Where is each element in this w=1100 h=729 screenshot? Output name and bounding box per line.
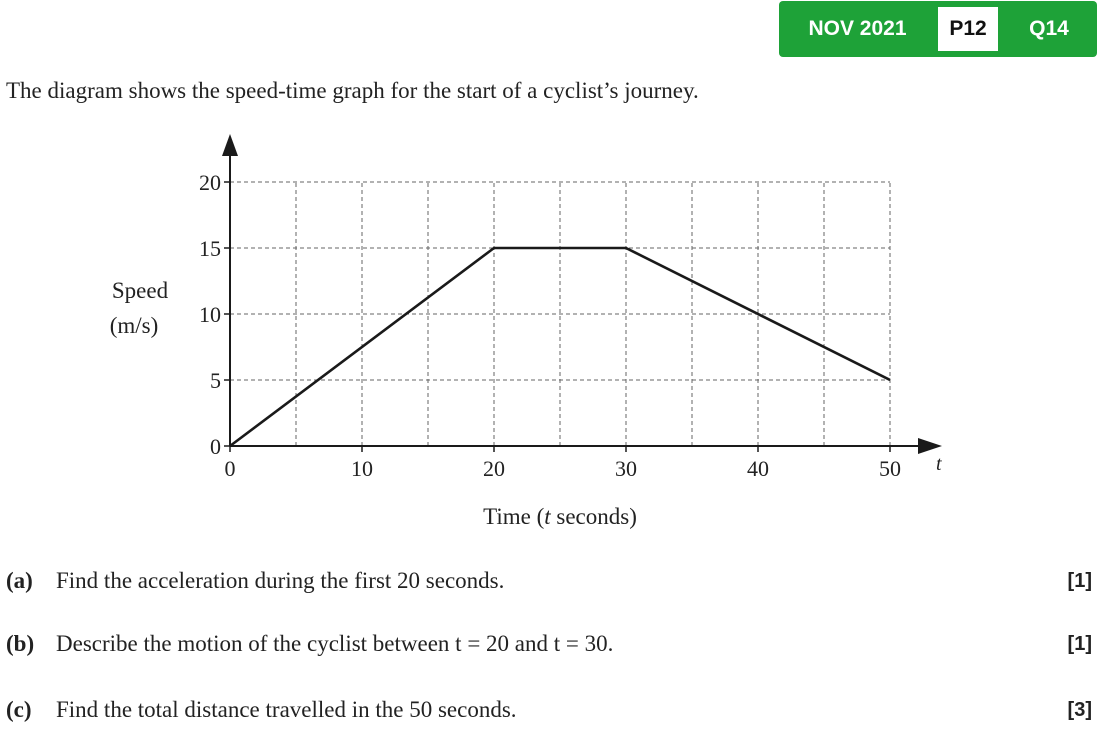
x-axis-symbol: t (936, 453, 942, 475)
question-number-label: Q14 (1029, 17, 1069, 40)
x-axis-label-variable: t (544, 504, 551, 529)
y-axis-label-line1: Speed (111, 278, 169, 303)
question-marks: [1] (1067, 570, 1092, 592)
ticks (199, 170, 901, 481)
y-tick-label: 0 (210, 434, 221, 459)
x-tick-label: 30 (615, 456, 637, 481)
session-label: NOV 2021 (808, 17, 907, 40)
intro-text: The diagram shows the speed-time graph for the start of a cyclist’s journey. (6, 78, 699, 103)
question-marks: [3] (1067, 699, 1092, 721)
y-axis-arrow (222, 134, 238, 156)
x-tick-label: 10 (351, 456, 373, 481)
x-tick-label: 40 (747, 456, 769, 481)
question-text: Describe the motion of the cyclist between t = 20 and t = 30. (56, 631, 614, 656)
question-text: Find the acceleration during the first 20 seconds. (56, 568, 505, 593)
x-axis-label (483, 504, 637, 529)
x-tick-label: 0 (224, 456, 236, 481)
x-tick-label: 50 (879, 456, 901, 481)
x-axis-label-suffix: seconds) (550, 504, 637, 529)
question-letter: (a) (6, 568, 33, 593)
question-letter: (c) (6, 697, 32, 722)
y-tick-label: 15 (199, 236, 221, 261)
y-axis-label-line2: (m/s) (109, 313, 159, 338)
question-letter: (b) (6, 631, 35, 656)
x-tick-label: 20 (483, 456, 505, 481)
grid (230, 182, 890, 446)
question-c (0, 697, 1100, 729)
paper-label: P12 (938, 7, 998, 51)
question-text: Find the total distance travelled in the 50 seconds. (56, 697, 517, 722)
question-marks: [1] (1067, 633, 1092, 655)
y-tick-label: 5 (210, 368, 221, 393)
x-axis-arrow (918, 438, 942, 454)
question-a (0, 568, 1100, 600)
y-tick-label: 10 (199, 302, 221, 327)
x-axis-label-prefix: Time ( (483, 504, 545, 529)
y-tick-label: 20 (199, 170, 221, 195)
question-b (0, 631, 1100, 663)
